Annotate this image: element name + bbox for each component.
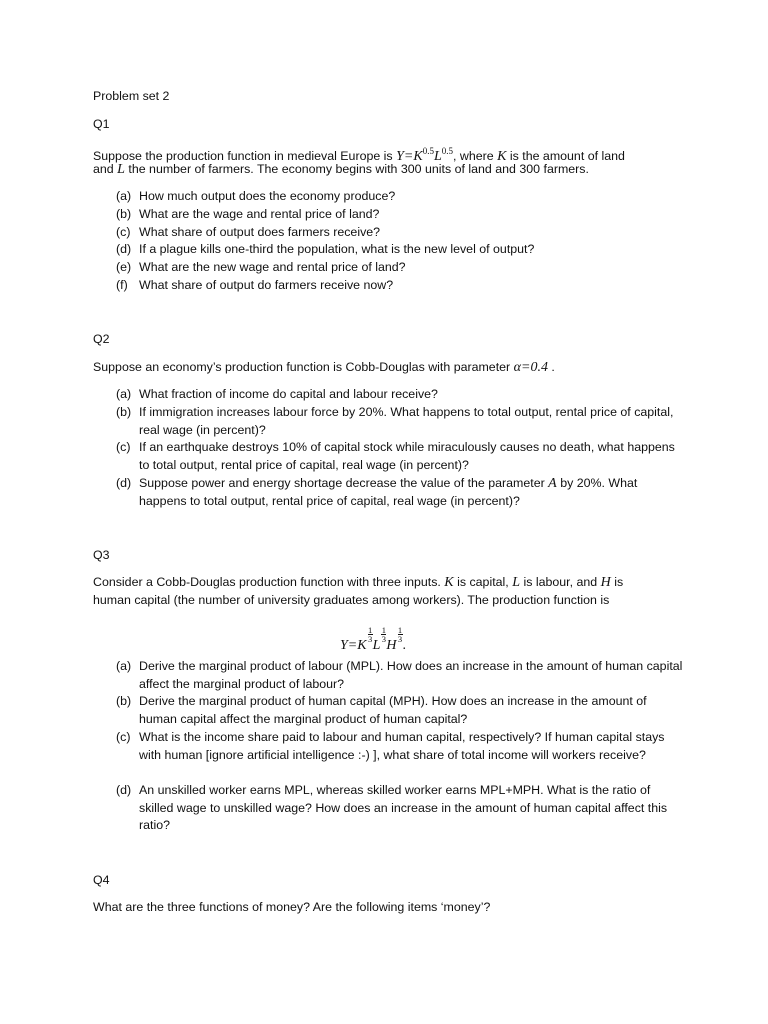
q3-item-d: An unskilled worker earns MPL, whereas skilled worker earns MPL+MPH. What is the ratio of skilled wage to unskilled wage? How does an increase in the amount of human capital affect this ratio? bbox=[139, 783, 668, 833]
q1-heading: Q1 bbox=[93, 117, 110, 131]
q3-item-c: What is the income share paid to labour and human capital, respectively? If human capital stays with human [ignore artificial intelligence :-) ], what share of total income will workers receive? bbox=[139, 730, 665, 762]
q1-production-equation: $Y=K^{0.5}L^{0.5}$ bbox=[396, 146, 453, 164]
q1-intro-text: Suppose the production function in medieval Europe is bbox=[93, 149, 393, 163]
q3-heading: Q3 bbox=[93, 548, 110, 562]
alpha-equation: α=0.4 bbox=[513, 360, 548, 375]
q2-item-d: Suppose power and energy shortage decrease the value of the parameter A by 20%. What happens to total output, rental price of capital, real wage (in percent)? bbox=[139, 476, 638, 508]
page-title: Problem set 2 bbox=[93, 89, 170, 103]
q1-intro-line2: and L the number of farmers. The economy begins with 300 units of land and 300 farmers. bbox=[93, 162, 589, 177]
var-a: A bbox=[548, 476, 557, 491]
q1-item-a: How much output does the economy produce? bbox=[139, 189, 396, 203]
q3-intro-line1: Consider a Cobb-Douglas production function with three inputs. K is capital, L is labour, and H is bbox=[93, 575, 624, 590]
q4-heading: Q4 bbox=[93, 873, 110, 887]
q3-item-a: Derive the marginal product of labour (MPL). How does an increase in the amount of human capital affect the marginal product of labour? bbox=[139, 659, 683, 691]
q2-item-c: If an earthquake destroys 10% of capital stock while miraculously causes no death, what happens to total output, rental price of capital, real wage (in percent)? bbox=[139, 440, 675, 472]
q3-intro-line2: human capital (the number of university graduates among workers). The production function is bbox=[93, 593, 610, 607]
q1-item-c: What share of output does farmers receive? bbox=[139, 225, 381, 239]
q4-text: What are the three functions of money? Are the following items ‘money’? bbox=[93, 900, 491, 914]
q1-item-f: What share of output do farmers receive now? bbox=[139, 278, 394, 292]
q1-item-e: What are the new wage and rental price of land? bbox=[139, 260, 406, 274]
q2-item-b: If immigration increases labour force by 20%. What happens to total output, rental price of capital, real wage (in percent)? bbox=[139, 405, 674, 437]
q2-item-a: What fraction of income do capital and labour receive? bbox=[139, 387, 438, 401]
document-page: Problem set 2 Q1 Suppose the production function in medieval Europe is $Y=K^{0.5}L^{0.5}$, where K is the amount of land and L the number of farmers. The economy begins with 300 units of land and 300 farmers. (a) How much output does the economy produce? (b) What are the wage and rental price of land? (c) What share of output does farmers receive? (d) If a plague kills one-third the population, what is the new level of output? (e) What are the new wage and rental price of land? (f) What share of output do farmers receive now? Q2 Suppose an economy’s production function is Cobb-Douglas with parameter α=0.4 . (a) What fraction of income do capital and labour receive? (b) If immigration increases labour force by 20%. What happens to total output, rental price of capital, real wage (in percent)? (c) If an earthquake destroys 10% of capital stock while miraculously causes no death, what happens to total output, rental price of capital, real wage (in percent)? (d) Suppose power and energy shortage decrease the value of the parameter A by 20%. What happens to total output, rental price of capital, real wage (in percent)? Q3 Consider a Cobb-Douglas production function with three inputs. K is capital, L is labour, and H is human capital (the number of university graduates among workers). The production function is Y=K $\frac{1}{3}$ L $\frac{1}{3}$ H $\frac{1}{3}$ . (a) Derive the marginal product of labour (MPL). How does an increase in the amount of human capital affect the marginal product of labour? (b) Derive the marginal product of human capital (MPH). How does an increase in the amount of human capital affect the marginal product of human capital? (c) What is the income share paid to labour and human capital, respectively? If human capital stays with human [ignore artificial intelligence :-) ], what share of total income will workers receive? (d) An unskilled worker earns MPL, whereas skilled worker earns MPL+MPH. What is the ratio of skilled wage to unskilled wage? How does an increase in the amount of human capital affect this ratio? Q4 What are the three functions of money? Are the following items ‘money’? bbox=[0, 0, 768, 1024]
q1-item-b: What are the wage and rental price of land? bbox=[139, 207, 380, 221]
q1-item-d: If a plague kills one-third the population, what is the new level of output? bbox=[139, 242, 535, 256]
q1-intro-line1: Suppose the production function in medieval Europe is $Y=K^{0.5}L^{0.5}$, where K is the amount of land bbox=[93, 146, 625, 164]
q3-production-equation: Y=K $\frac{1}{3}$ L $\frac{1}{3}$ H $\frac{1}{3}$ . bbox=[340, 625, 407, 653]
var-k: K bbox=[497, 149, 507, 164]
q2-heading: Q2 bbox=[93, 332, 110, 346]
q2-intro: Suppose an economy’s production function is Cobb-Douglas with parameter α=0.4 . bbox=[93, 360, 555, 375]
var-l: L bbox=[117, 162, 125, 177]
q3-item-b: Derive the marginal product of human capital (MPH). How does an increase in the amount of human capital affect the marginal product of human capital? bbox=[139, 694, 647, 726]
